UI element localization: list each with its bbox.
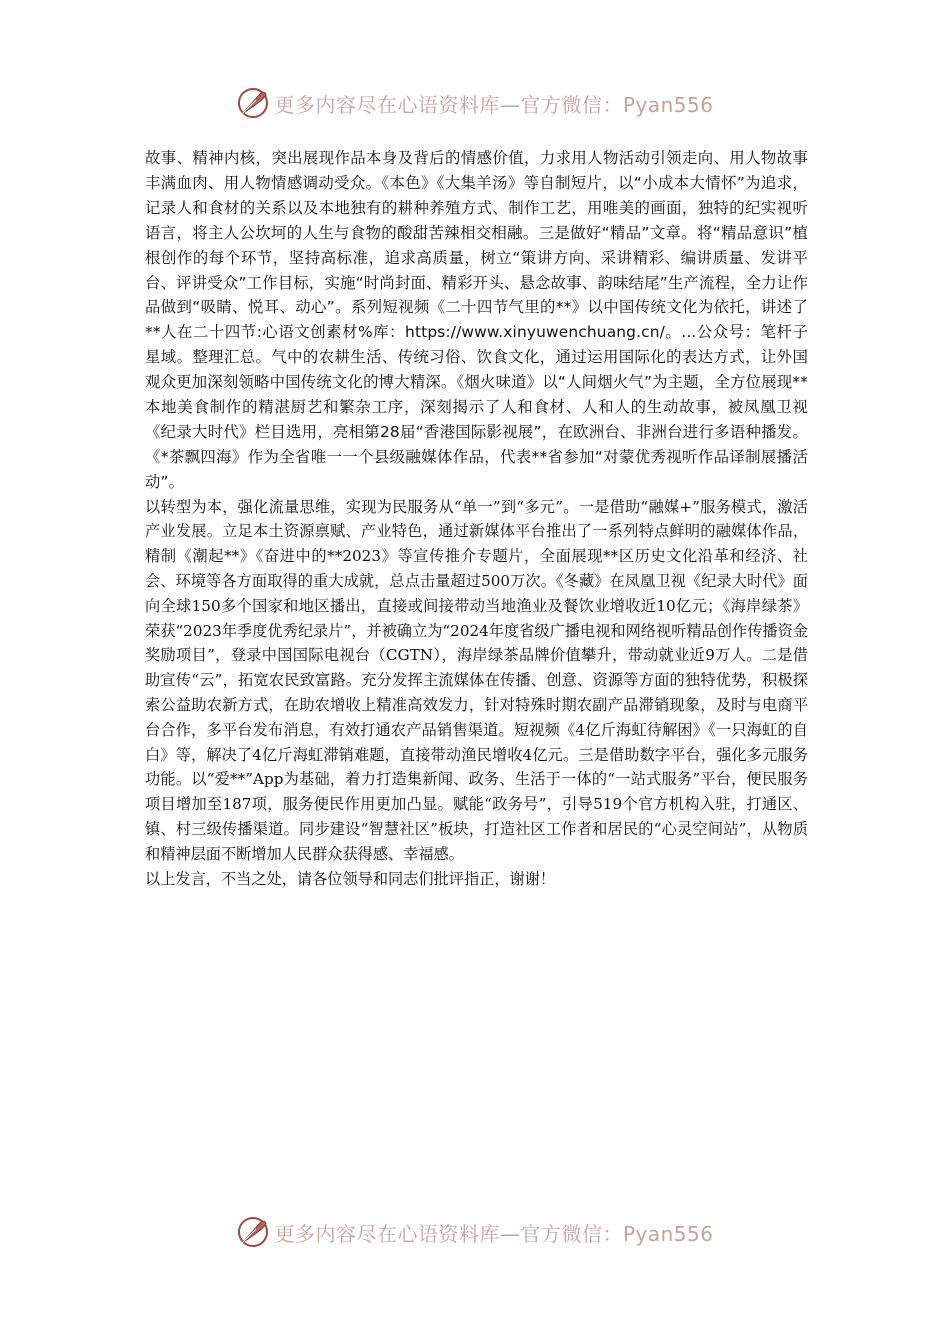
document-body bbox=[145, 146, 808, 891]
paragraph-2: 以转型为本，强化流量思维，实现为民服务从“单一”到“多元”。一是借助“融媒+”服务模式，激活产业发展。立足本土资源禀赋、产业特色，通过新媒体平台推出了一系列特点鲜明的融媒体作品，精制《潮起**》《奋进中的**2023》等宣传推介专题片，全面展现**区历史文化沿革和经济、社会、环境等各方面取得的重大成就，总点击量超过500万次。《冬藏》在凤凰卫视《纪录大时代》面向全球150多个国家和地区播出，直接或间接带动当地渔业及餐饮业增收近10亿元；《海岸绿茶》荣获“2023年季度优秀纪录片”，并被确立为“2024年度省级广播电视和网络视听精品创作传播资金奖励项目”，登录中国国际电视台（CGTN），海岸绿茶品牌价值攀升，带动就业近9万人。二是借助宣传“云”，拓宽农民致富路。充分发挥主流媒体在传播、创意、资源等方面的独特优势，积极探索公益助农新方式，在助农增收上精准高效发力，针对特殊时期农副产品滞销现象，及时与电商平台合作，多平台发布消息，有效打通农产品销售渠道。短视频《4亿斤海虹待解困》《一只海虹的自白》等，解决了4亿斤海虹滞销难题，直接带动渔民增收4亿元。三是借助数字平台，强化多元服务功能。以“爱**”App为基础，着力打造集新闻、政务、生活于一体的“一站式服务”平台，便民服务项目增加至187项，服务便民作用更加凸显。赋能“政务号”，引导519个官方机构入驻，打通区、镇、村三级传播渠道。同步建设“智慧社区”板块，打造社区工作者和居民的“心灵空间站”，从物质和精神层面不断增加人民群众获得感、幸福感。 bbox=[145, 497, 808, 863]
footer-banner-text: 更多内容尽在心语资料库—官方微信：Pyan556 bbox=[274, 1221, 714, 1246]
quill-logo-icon bbox=[236, 1215, 270, 1249]
quill-logo-icon bbox=[236, 86, 270, 120]
paragraph-1: 故事、精神内核，突出展现作品本身及背后的情感价值，力求用人物活动引领走向、用人物故事丰满血肉、用人物情感调动受众。《本色》《大集羊汤》等自制短片，以“小成本大情怀”为追求，记录人和食材的关系以及本地独有的耕种养殖方式、制作工艺，用唯美的画面，独特的纪实视听语言，将主人公坎坷的人生与食物的酸甜苦辣相交相融。三是做好“精品”文章。将“精品意识”植根创作的每个环节，坚持高标准，追求高质量，树立“策讲方向、采讲精彩、编讲质量、发讲平台、评讲受众”工作目标，实施“时尚封面、精彩开头、悬念故事、韵味结尾”生产流程，全力让作品做到“吸睛、悦耳、动心”。系列短视频《二十四节气里的**》以中国传统文化为依托，讲述了**人在二十四节:心语文创素材%库：https://www.xinyuwenchuang.cn/。...公众号：笔杆子星域。整理汇总。气中的农耕生活、传统习俗、饮食文化，通过运用国际化的表达方式，让外国观众更加深刻领略中国传统文化的博大精深。《烟火味道》以“人间烟火气”为主题，全方位展现**本地美食制作的精湛厨艺和繁杂工序，深刻揭示了人和食材、人和人的生动故事，被凤凰卫视《纪录大时代》栏目选用，亮相第28届“香港国际影视展”，在欧洲台、非洲台进行多语种播发。《*茶飘四海》作为全省唯一一个县级融媒体作品，代表**省参加“对蒙优秀视听作品译制展播活动”。 bbox=[145, 149, 808, 491]
header-banner bbox=[0, 83, 950, 123]
header-banner-text: 更多内容尽在心语资料库—官方微信：Pyan556 bbox=[274, 92, 714, 117]
footer-banner bbox=[0, 1212, 950, 1252]
paragraph-3: 以上发言，不当之处，请各位领导和同志们批评指正，谢谢！ bbox=[145, 869, 556, 888]
